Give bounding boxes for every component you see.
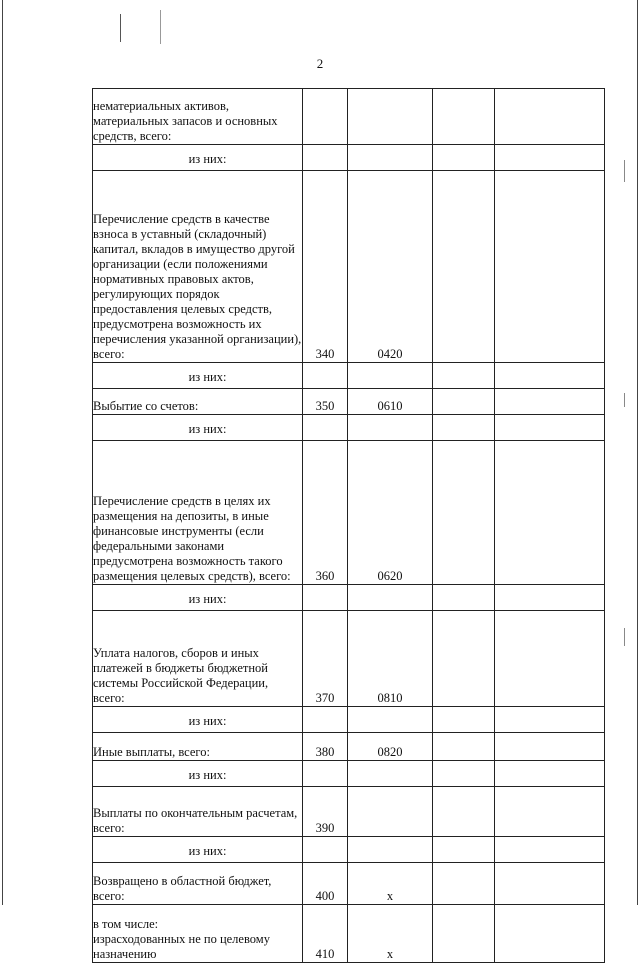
kosgu-code-cell: 0420 xyxy=(348,171,433,363)
kosgu-code-cell xyxy=(348,363,433,389)
amount-cell xyxy=(495,145,605,171)
table-row xyxy=(93,905,605,963)
amount-cell xyxy=(433,611,495,707)
kosgu-code-cell xyxy=(348,761,433,787)
table-row xyxy=(93,787,605,837)
amount-cell xyxy=(433,171,495,363)
amount-cell xyxy=(433,415,495,441)
line-code-cell xyxy=(303,145,348,171)
table-row xyxy=(93,441,605,585)
row-name-cell: Перечисление средств в целях их размещения на депозиты, в иные финансовые инструменты (если федеральными законами предусмотрена возможность такого размещения целевых средств), всего: xyxy=(93,441,303,585)
row-name-cell: из них: xyxy=(93,415,303,441)
table-row xyxy=(93,611,605,707)
scan-edge-left xyxy=(2,0,3,905)
row-name-cell: Перечисление средств в качестве взноса в уставный (складочный) капитал, вкладов в имущество другой организации (если положениями нормативных правовых актов, регулирующих порядок предоставления целевых средств, предусмотрена возможность их перечисления указанной организации), всего: xyxy=(93,171,303,363)
amount-cell xyxy=(433,441,495,585)
amount-cell xyxy=(495,905,605,963)
row-name-cell: Выбытие со счетов: xyxy=(93,389,303,415)
amount-cell xyxy=(433,761,495,787)
amount-cell xyxy=(495,389,605,415)
amount-cell xyxy=(495,171,605,363)
subheader-row xyxy=(93,363,605,389)
row-name-cell: из них: xyxy=(93,145,303,171)
kosgu-code-cell: x xyxy=(348,863,433,905)
line-code-cell: 400 xyxy=(303,863,348,905)
row-name-cell: из них: xyxy=(93,585,303,611)
amount-cell xyxy=(433,787,495,837)
kosgu-code-cell: 0820 xyxy=(348,733,433,761)
amount-cell xyxy=(433,389,495,415)
subheader-row xyxy=(93,707,605,733)
table-row xyxy=(93,733,605,761)
amount-cell xyxy=(495,89,605,145)
table-row xyxy=(93,171,605,363)
scan-artifact xyxy=(624,628,625,646)
amount-cell xyxy=(433,707,495,733)
subheader-row xyxy=(93,761,605,787)
row-name-cell: Выплаты по окончательным расчетам, всего: xyxy=(93,787,303,837)
report-table xyxy=(92,88,605,963)
subheader-row xyxy=(93,145,605,171)
line-code-cell: 370 xyxy=(303,611,348,707)
line-code-cell xyxy=(303,415,348,441)
amount-cell xyxy=(433,905,495,963)
row-name-cell: Уплата налогов, сборов и иных платежей в бюджеты бюджетной системы Российской Федерации, всего: xyxy=(93,611,303,707)
scan-artifact xyxy=(624,393,625,407)
kosgu-code-cell xyxy=(348,415,433,441)
amount-cell xyxy=(495,733,605,761)
subheader-row xyxy=(93,585,605,611)
amount-cell xyxy=(433,363,495,389)
kosgu-code-cell xyxy=(348,585,433,611)
amount-cell xyxy=(495,363,605,389)
line-code-cell: 410 xyxy=(303,905,348,963)
scan-edge-right xyxy=(637,0,638,905)
subheader-row xyxy=(93,837,605,863)
page-number: 2 xyxy=(316,56,324,71)
amount-cell xyxy=(495,761,605,787)
kosgu-code-cell xyxy=(348,707,433,733)
line-code-cell: 390 xyxy=(303,787,348,837)
amount-cell xyxy=(495,707,605,733)
line-code-cell: 380 xyxy=(303,733,348,761)
amount-cell xyxy=(433,837,495,863)
row-name-cell: Возвращено в областной бюджет, всего: xyxy=(93,863,303,905)
amount-cell xyxy=(433,145,495,171)
amount-cell xyxy=(495,415,605,441)
amount-cell xyxy=(495,837,605,863)
amount-cell xyxy=(495,441,605,585)
amount-cell xyxy=(433,733,495,761)
row-name-cell: из них: xyxy=(93,761,303,787)
kosgu-code-cell: 0620 xyxy=(348,441,433,585)
scan-artifact xyxy=(160,10,161,44)
report-table-body xyxy=(93,89,605,963)
row-name-cell: из них: xyxy=(93,837,303,863)
kosgu-code-cell xyxy=(348,89,433,145)
kosgu-code-cell: x xyxy=(348,905,433,963)
row-name-cell: нематериальных активов, материальных запасов и основных средств, всего: xyxy=(93,89,303,145)
scan-artifact xyxy=(120,14,121,42)
kosgu-code-cell xyxy=(348,837,433,863)
amount-cell xyxy=(495,585,605,611)
subheader-row xyxy=(93,415,605,441)
amount-cell xyxy=(495,863,605,905)
table-row xyxy=(93,863,605,905)
line-code-cell: 350 xyxy=(303,389,348,415)
line-code-cell: 360 xyxy=(303,441,348,585)
line-code-cell xyxy=(303,707,348,733)
line-code-cell xyxy=(303,585,348,611)
table-row xyxy=(93,89,605,145)
row-name-cell: в том числе: израсходованных не по целевому назначению xyxy=(93,905,303,963)
line-code-cell: 340 xyxy=(303,171,348,363)
row-name-cell: из них: xyxy=(93,363,303,389)
line-code-cell xyxy=(303,761,348,787)
table-row xyxy=(93,389,605,415)
line-code-cell xyxy=(303,837,348,863)
amount-cell xyxy=(495,787,605,837)
amount-cell xyxy=(433,89,495,145)
kosgu-code-cell xyxy=(348,145,433,171)
amount-cell xyxy=(433,863,495,905)
row-name-cell: Иные выплаты, всего: xyxy=(93,733,303,761)
kosgu-code-cell: 0610 xyxy=(348,389,433,415)
line-code-cell xyxy=(303,89,348,145)
scan-artifact xyxy=(624,160,625,182)
amount-cell xyxy=(495,611,605,707)
row-name-cell: из них: xyxy=(93,707,303,733)
amount-cell xyxy=(433,585,495,611)
kosgu-code-cell xyxy=(348,787,433,837)
line-code-cell xyxy=(303,363,348,389)
kosgu-code-cell: 0810 xyxy=(348,611,433,707)
